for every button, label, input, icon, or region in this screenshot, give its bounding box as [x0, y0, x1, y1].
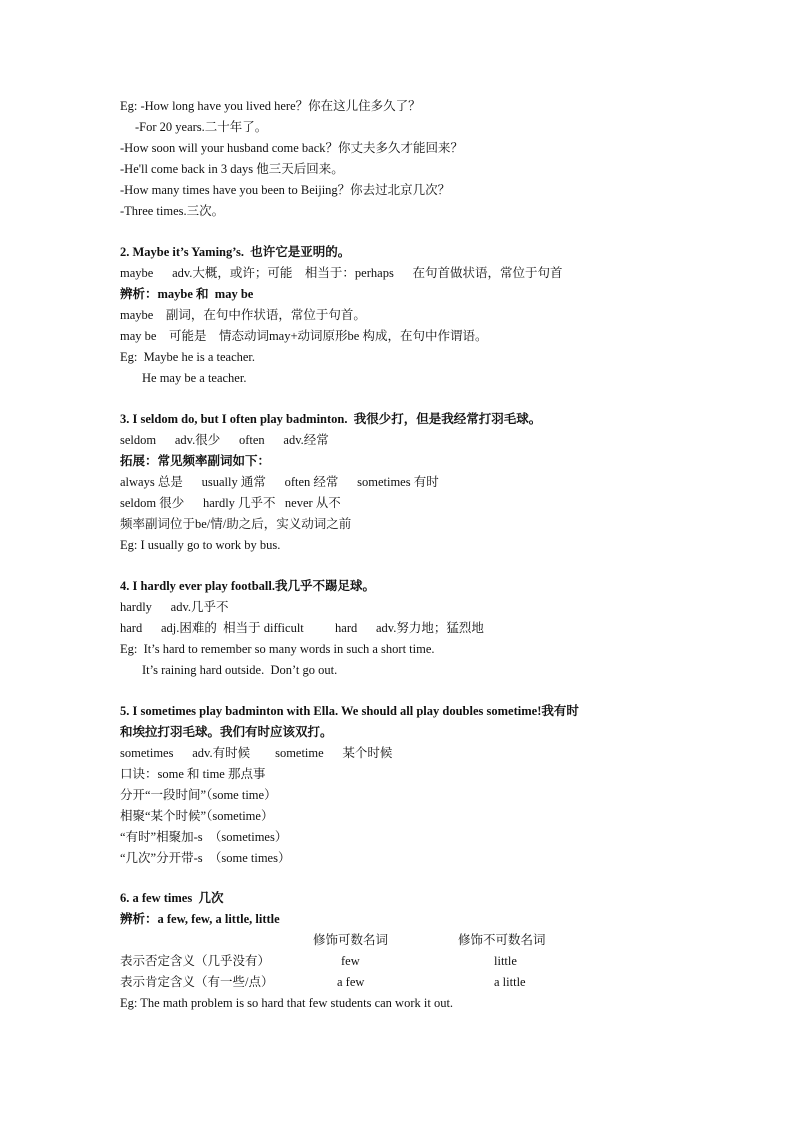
text-line: “几次”分开带-s （some times）	[120, 851, 291, 865]
table-cell: a little	[494, 975, 526, 989]
example-line: -For 20 years.二十年了。	[135, 120, 268, 134]
text-line: always 总是 usually 通常 often 经常 sometimes 有时	[120, 475, 439, 489]
text-line: “有时”相聚加-s （sometimes）	[120, 830, 288, 844]
example-line: -Three times.三次。	[120, 204, 225, 218]
table-cell: few	[341, 954, 360, 968]
example-line: -How many times have you been to Beijing？你去过北京几次？	[120, 183, 451, 197]
section-title-cont: 和埃拉打羽毛球。我们有时应该双打。	[120, 725, 333, 739]
example-line: Eg: -How long have you lived here？你在这儿住多久了？	[120, 99, 421, 113]
text-line: maybe 副词，在句中作状语，常位于句首。	[120, 308, 366, 322]
example-line: Eg: The math problem is so hard that few students can work it out.	[120, 996, 454, 1010]
analysis-heading: 辨析：maybe 和 may be	[120, 287, 254, 301]
analysis-heading: 辨析：a few, few, a little, little	[120, 912, 280, 926]
example-line: Eg: I usually go to work by bus.	[120, 538, 281, 552]
example-line: -He'll come back in 3 days 他三天后回来。	[120, 162, 344, 176]
section-title: 2. Maybe it’s Yaming’s. 也许它是亚明的。	[120, 245, 351, 259]
row-label: 表示肯定含义（有一些/点）	[120, 975, 274, 989]
text-line: 口诀：some 和 time 那点事	[120, 767, 266, 781]
example-line: Eg: It’s hard to remember so many words in such a short time.	[120, 642, 435, 656]
text-line: sometimes adv.有时候 sometime 某个时候	[120, 746, 393, 760]
text-line: 分开“一段时间”（some time）	[120, 788, 277, 802]
section-title: 3. I seldom do, but I often play badminton. 我很少打，但是我经常打羽毛球。	[120, 412, 542, 426]
section-title: 5. I sometimes play badminton with Ella. We should all play doubles sometime!我有时	[120, 704, 579, 718]
row-label: 表示否定含义（几乎没有）	[120, 954, 271, 968]
text-line: may be 可能是 情态动词may+动词原形be 构成，在句中作谓语。	[120, 329, 488, 343]
text-line: hard adj.困难的 相当于 difficult hard adv.努力地；猛烈地	[120, 621, 484, 635]
text-line: seldom adv.很少 often adv.经常	[120, 433, 329, 447]
table-cell: a few	[337, 975, 365, 989]
section-title: 4. I hardly ever play football.我几乎不踢足球。	[120, 579, 375, 593]
table-header: 修饰不可数名词	[458, 933, 546, 947]
example-line: Eg: Maybe he is a teacher.	[120, 350, 256, 364]
example-line: It’s raining hard outside. Don’t go out.	[142, 663, 338, 677]
example-line: He may be a teacher.	[142, 371, 247, 385]
text-line: 相聚“某个时候”（sometime）	[120, 809, 274, 823]
text-line: maybe adv.大概，或许；可能 相当于：perhaps 在句首做状语，常位于句首	[120, 266, 563, 280]
table-header: 修饰可数名词	[313, 933, 389, 947]
text-line: seldom 很少 hardly 几乎不 never 从不	[120, 496, 341, 510]
text-line: hardly adv.几乎不	[120, 600, 229, 614]
example-line: -How soon will your husband come back？你丈夫多久才能回来？	[120, 141, 464, 155]
section-title: 6. a few times 几次	[120, 891, 224, 905]
text-line: 频率副词位于be/情/助之后，实义动词之前	[120, 517, 352, 531]
extension-heading: 拓展：常见频率副词如下：	[120, 454, 271, 468]
table-cell: little	[494, 954, 517, 968]
